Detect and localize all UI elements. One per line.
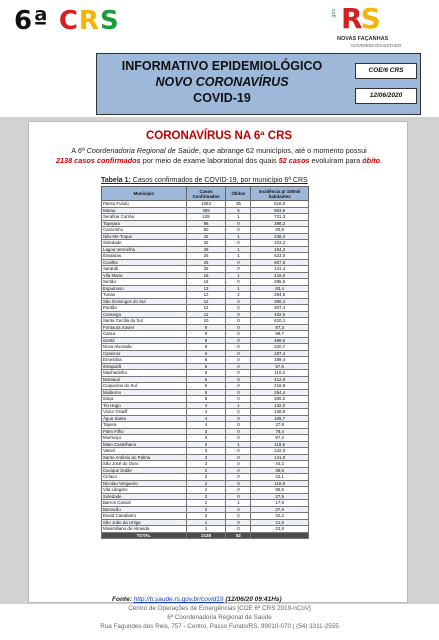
cell-municipio: Nova Alvorada xyxy=(102,344,187,351)
cell-incidencia: 295,5 xyxy=(251,279,309,286)
cell-obitos: 0 xyxy=(226,389,251,396)
cell-incidencia: 518,0 xyxy=(251,201,309,208)
cell-obitos: 0 xyxy=(226,227,251,234)
cell-municipio: Maximiliano de Almeida xyxy=(102,526,187,533)
source-label: Fonte: xyxy=(112,596,134,603)
cell-incidencia: 189,4 xyxy=(251,357,309,364)
cell-obitos: 0 xyxy=(226,526,251,533)
footer-line3: Rua Fagundes dos Reis, 757 - Centro, Passo Fundo/RS, 99010-070 | (54) 3311-2555 xyxy=(100,623,339,630)
cell-municipio: Cacique Doble xyxy=(102,467,187,474)
cell-incidencia: 44,3 xyxy=(251,461,309,468)
cell-municipio: Carazinho xyxy=(102,227,187,234)
content-area xyxy=(0,117,439,604)
total-cell-casos: 2138 xyxy=(186,532,226,539)
cell-obitos: 1 xyxy=(226,246,251,253)
table-caption-label: Tabela 1: xyxy=(101,177,131,184)
cell-casos: 2 xyxy=(186,506,226,513)
cell-incidencia: 398,2 xyxy=(251,220,309,227)
cell-municipio: São Domingos do Sul xyxy=(102,298,187,305)
cell-obitos: 0 xyxy=(226,305,251,312)
cell-obitos: 0 xyxy=(226,331,251,338)
cell-municipio: Tapera xyxy=(102,422,187,429)
cell-obitos: 0 xyxy=(226,311,251,318)
intro-cases-label: casos confirmados xyxy=(72,156,141,165)
cell-obitos: 1 xyxy=(226,500,251,507)
col-header-casos: Casos Confirmados xyxy=(186,187,226,201)
cell-incidencia: 78,4 xyxy=(251,428,309,435)
rs-logo-mark xyxy=(341,4,379,34)
col-header-municipio: Município xyxy=(102,187,187,201)
cell-incidencia: 306,2 xyxy=(251,396,309,403)
cell-obitos: 0 xyxy=(226,513,251,520)
cell-municipio: Vila Maria xyxy=(102,272,187,279)
cell-casos: 4 xyxy=(186,402,226,409)
cell-incidencia: 118,9 xyxy=(251,480,309,487)
cell-municipio: Casca xyxy=(102,331,187,338)
cell-obitos: 0 xyxy=(226,409,251,416)
cell-incidencia: 138,8 xyxy=(251,409,309,416)
cell-incidencia: 264,4 xyxy=(251,389,309,396)
cell-municipio: Victor Graeff xyxy=(102,409,187,416)
cell-casos: 12 xyxy=(186,292,226,299)
banner-title-line1: INFORMATIVO EPIDEMIOLÓGICO xyxy=(121,59,323,73)
cell-incidencia: 104,3 xyxy=(251,246,309,253)
cell-municipio: Água Santa xyxy=(102,415,187,422)
section-title: CORONAVÍRUS NA 6ª CRS xyxy=(145,130,293,142)
cell-casos: 3 xyxy=(186,448,226,455)
rs-logo-gov-text: gov xyxy=(331,8,337,18)
rs-logo-subtitle: GOVERNO DO ESTADO xyxy=(351,43,402,48)
cell-obitos: 0 xyxy=(226,519,251,526)
intro-part-a: A xyxy=(71,146,78,155)
cell-incidencia: 187,4 xyxy=(251,350,309,357)
banner-coe-label: COE/6 CRS xyxy=(355,63,417,79)
cell-incidencia: 141,0 xyxy=(251,454,309,461)
cell-casos: 18 xyxy=(186,272,226,279)
table-row xyxy=(102,519,309,526)
cell-incidencia: 284,5 xyxy=(251,292,309,299)
table-total-row xyxy=(102,532,309,539)
cell-casos: 32 xyxy=(186,240,226,247)
cell-casos: 6 xyxy=(186,350,226,357)
cell-incidencia: 103,2 xyxy=(251,240,309,247)
cell-casos: 8 xyxy=(186,337,226,344)
cell-incidencia: 307,4 xyxy=(251,305,309,312)
table-row xyxy=(102,318,309,325)
cell-municipio: Coxilha xyxy=(102,259,187,266)
cell-municipio: Soledade xyxy=(102,240,187,247)
cell-casos: 1 xyxy=(186,519,226,526)
cell-casos: 3 xyxy=(186,454,226,461)
page-header xyxy=(0,0,439,52)
intro-part-g: evoluíram para xyxy=(309,156,363,165)
banner-title-line2: NOVO CORONAVÍRUS xyxy=(155,75,289,89)
cell-incidencia: 402,5 xyxy=(251,311,309,318)
cell-obitos: 1 xyxy=(226,285,251,292)
cell-municipio: Santo Antônio do Palma xyxy=(102,454,187,461)
cell-incidencia: 489,6 xyxy=(251,337,309,344)
cell-obitos: 5 xyxy=(226,207,251,214)
cell-obitos: 0 xyxy=(226,337,251,344)
cell-obitos: 0 xyxy=(226,435,251,442)
cell-municipio: Pontão xyxy=(102,305,187,312)
cell-obitos: 35 xyxy=(226,201,251,208)
cell-obitos: 0 xyxy=(226,259,251,266)
cell-incidencia: 83,4 xyxy=(251,285,309,292)
cell-obitos: 0 xyxy=(226,370,251,377)
table-row xyxy=(102,298,309,305)
cell-casos: 2 xyxy=(186,513,226,520)
cell-casos: 1053 xyxy=(186,201,226,208)
cell-municipio: Lagoa Vermelha xyxy=(102,246,187,253)
total-cell-municipio: TOTAL xyxy=(102,532,187,539)
cell-casos: 28 xyxy=(186,246,226,253)
cell-municipio: Sarandi xyxy=(102,266,187,273)
cell-municipio: Itaiça xyxy=(102,396,187,403)
table-row xyxy=(102,383,309,390)
cell-incidencia: 97,2 xyxy=(251,435,309,442)
cell-casos: 6 xyxy=(186,370,226,377)
cell-obitos: 1 xyxy=(226,402,251,409)
cell-incidencia: 416,0 xyxy=(251,272,309,279)
table-row xyxy=(102,324,309,331)
cell-casos: 12 xyxy=(186,305,226,312)
cell-obitos: 0 xyxy=(226,480,251,487)
cell-municipio: Palm Filho xyxy=(102,428,187,435)
cell-municipio: Machadinho xyxy=(102,370,187,377)
cell-incidencia: 17,9 xyxy=(251,500,309,507)
cell-municipio: Passo Fundo xyxy=(102,201,187,208)
cell-municipio: Ciríaco xyxy=(102,474,187,481)
cell-casos: 42 xyxy=(186,233,226,240)
cell-incidencia: 42,2 xyxy=(251,513,309,520)
cell-obitos: 0 xyxy=(226,363,251,370)
cell-obitos: 0 xyxy=(226,298,251,305)
cell-casos: 96 xyxy=(186,220,226,227)
footer-line1: Centro de Operações de Emergências [COE 6ª CRS 2019-nCoV] xyxy=(128,605,311,612)
cell-municipio: Santa Cecília do Sul xyxy=(102,318,187,325)
cell-obitos: 0 xyxy=(226,487,251,494)
cell-incidencia: 37,8 xyxy=(251,422,309,429)
cell-casos: 9 xyxy=(186,331,226,338)
cell-obitos: 0 xyxy=(226,448,251,455)
col-header-obitos: Óbitos xyxy=(226,187,251,201)
banner-title-group xyxy=(97,54,347,114)
banner-date: 12/06/2020 xyxy=(355,88,417,104)
source-timestamp: (12/06/20 09:41Hs) xyxy=(223,596,282,603)
banner-title-line3: COVID-19 xyxy=(193,91,251,105)
intro-cases-count: 2138 xyxy=(55,156,73,165)
cell-casos: 4 xyxy=(186,422,226,429)
intro-deaths-label: casos xyxy=(286,156,310,165)
cell-municipio: Serafina Corrêa xyxy=(102,214,187,221)
cell-municipio: Ibirapuitã xyxy=(102,363,187,370)
cell-municipio: Coqueiros do Sul xyxy=(102,383,187,390)
cell-municipio: Espumoso xyxy=(102,285,187,292)
cell-obitos: 1 xyxy=(226,233,251,240)
cell-casos: 6 xyxy=(186,363,226,370)
cell-casos: 50 xyxy=(186,227,226,234)
cell-casos: 5 xyxy=(186,383,226,390)
crs-logo-letter-r: R xyxy=(78,6,100,36)
cell-incidencia: 106,7 xyxy=(251,415,309,422)
cell-obitos: 1 xyxy=(226,272,251,279)
cell-obitos: 1 xyxy=(226,253,251,260)
cell-incidencia: 80,5 xyxy=(251,227,309,234)
cell-obitos: 0 xyxy=(226,350,251,357)
cell-incidencia: 220,7 xyxy=(251,344,309,351)
cell-casos: 3 xyxy=(186,461,226,468)
page-footer xyxy=(0,604,439,631)
cell-municipio: Vila Lângaro xyxy=(102,487,187,494)
cell-obitos: 0 xyxy=(226,415,251,422)
cell-obitos: 0 xyxy=(226,428,251,435)
cell-municipio: Sertão xyxy=(102,279,187,286)
cell-obitos: 0 xyxy=(226,279,251,286)
intro-death-word: óbito xyxy=(362,156,381,165)
cell-municipio: Montauri xyxy=(102,376,187,383)
cell-incidencia: 37,9 xyxy=(251,506,309,513)
cell-casos: 4 xyxy=(186,409,226,416)
cell-obitos: 0 xyxy=(226,383,251,390)
cell-municipio: Caseiros xyxy=(102,350,187,357)
cell-incidencia: 903,5 xyxy=(251,207,309,214)
cell-municipio: David Canabarro xyxy=(102,513,187,520)
cell-casos: 4 xyxy=(186,415,226,422)
table-row xyxy=(102,454,309,461)
cell-obitos: 0 xyxy=(226,474,251,481)
cell-casos: 399 xyxy=(186,207,226,214)
table-row xyxy=(102,526,309,533)
cell-casos: 25 xyxy=(186,266,226,273)
cell-municipio: Vanini xyxy=(102,448,187,455)
cell-municipio: Camargo xyxy=(102,311,187,318)
title-banner xyxy=(96,53,421,115)
cell-incidencia: 610,1 xyxy=(251,318,309,325)
cell-casos: 25 xyxy=(186,253,226,260)
cell-casos: 2 xyxy=(186,500,226,507)
total-cell-incidencia xyxy=(251,532,309,539)
intro-part-e: por meio de exame laboratorial dos quais xyxy=(140,156,279,165)
cell-casos: 1 xyxy=(186,526,226,533)
cell-casos: 2 xyxy=(186,487,226,494)
cell-incidencia: 42,1 xyxy=(251,474,309,481)
cell-casos: 5 xyxy=(186,396,226,403)
cell-incidencia: 21,5 xyxy=(251,519,309,526)
cell-casos: 16 xyxy=(186,279,226,286)
table-row xyxy=(102,246,309,253)
cell-casos: 2 xyxy=(186,493,226,500)
cell-municipio: Nicolau Vergueiro xyxy=(102,480,187,487)
cell-incidencia: 99,7 xyxy=(251,331,309,338)
cell-incidencia: 141,4 xyxy=(251,266,309,273)
cell-incidencia: 57,6 xyxy=(251,363,309,370)
cell-obitos: 0 xyxy=(226,422,251,429)
cell-incidencia: 907,5 xyxy=(251,259,309,266)
cell-casos: 2 xyxy=(186,480,226,487)
intro-paragraph xyxy=(33,146,405,166)
crs-logo xyxy=(14,6,120,36)
footer-line2: 6ª Coordenadoria Regional de Saúde xyxy=(167,614,272,621)
cell-obitos: 0 xyxy=(226,454,251,461)
cell-casos: 13 xyxy=(186,285,226,292)
cell-incidencia: 39,5 xyxy=(251,467,309,474)
report-card xyxy=(28,121,408,603)
cell-obitos: 0 xyxy=(226,318,251,325)
cell-obitos: 1 xyxy=(226,214,251,221)
cell-municipio: Tunas xyxy=(102,292,187,299)
table-caption xyxy=(101,177,308,184)
cell-casos: 25 xyxy=(186,259,226,266)
cell-incidencia: 412,9 xyxy=(251,376,309,383)
rs-logo-s: S xyxy=(360,2,379,35)
cell-municipio: Marau xyxy=(102,207,187,214)
intro-part-c: , que abrange 62 municípios, até o momento possui xyxy=(198,146,367,155)
crs-logo-letter-c: C xyxy=(58,6,79,36)
table-caption-text: Casos confirmados de COVID-19, por município 6ª CRS xyxy=(130,177,308,184)
cell-casos: 3 xyxy=(186,435,226,442)
table-row xyxy=(102,480,309,487)
cell-incidencia: 216,8 xyxy=(251,383,309,390)
total-cell-obitos: 52 xyxy=(226,532,251,539)
cell-casos: 8 xyxy=(186,344,226,351)
cell-obitos: 1 xyxy=(226,441,251,448)
rs-logo-r: R xyxy=(341,2,361,35)
cell-municipio: Soledade xyxy=(102,493,187,500)
table-row xyxy=(102,461,309,468)
source-link[interactable]: http://ti.saude.rs.gov.br/covid19 xyxy=(133,596,224,603)
table-body xyxy=(102,201,309,539)
cell-casos: 2 xyxy=(186,467,226,474)
rs-government-logo xyxy=(331,4,423,50)
cell-obitos: 0 xyxy=(226,324,251,331)
cell-municipio: Não-Me-Toque xyxy=(102,233,187,240)
cell-casos: 5 xyxy=(186,389,226,396)
cell-obitos: 0 xyxy=(226,461,251,468)
cell-incidencia: 22,8 xyxy=(251,526,309,533)
cell-municipio: Barros Cassal xyxy=(102,500,187,507)
cell-incidencia: 87,3 xyxy=(251,324,309,331)
cell-obitos: 0 xyxy=(226,376,251,383)
cell-casos: 11 xyxy=(186,311,226,318)
table-row xyxy=(102,214,309,221)
cell-obitos: 0 xyxy=(226,467,251,474)
cases-table xyxy=(101,186,309,539)
cell-municipio: Ibiraiaras xyxy=(102,253,187,260)
cell-municipio: Tapejara xyxy=(102,220,187,227)
cell-obitos: 0 xyxy=(226,493,251,500)
cell-casos: 2 xyxy=(186,474,226,481)
cell-casos: 12 xyxy=(186,298,226,305)
cell-incidencia: 95,6 xyxy=(251,487,309,494)
intro-period: . xyxy=(380,156,383,165)
cell-casos: 128 xyxy=(186,214,226,221)
cell-casos: 9 xyxy=(186,324,226,331)
table-row xyxy=(102,513,309,520)
cell-municipio: Fontoura Xavier xyxy=(102,324,187,331)
cell-casos: 6 xyxy=(186,376,226,383)
cell-obitos: 0 xyxy=(226,357,251,364)
cell-incidencia: 238,3 xyxy=(251,233,309,240)
cell-incidencia: 731,3 xyxy=(251,214,309,221)
cell-municipio: Tio Hugo xyxy=(102,402,187,409)
cell-municipio: Mato Castelhano xyxy=(102,441,187,448)
table-row xyxy=(102,441,309,448)
cell-casos: 10 xyxy=(186,318,226,325)
cell-obitos: 0 xyxy=(226,396,251,403)
cell-municipio: Barracão xyxy=(102,506,187,513)
cell-obitos: 2 xyxy=(226,292,251,299)
cell-obitos: 0 xyxy=(226,266,251,273)
cell-casos: 6 xyxy=(186,357,226,364)
intro-region-name: 6ª Coordenadoria Regional de Saúde xyxy=(77,146,199,155)
cell-municipio: Gentil xyxy=(102,337,187,344)
cell-casos: 3 xyxy=(186,428,226,435)
cell-incidencia: 142,0 xyxy=(251,448,309,455)
source-note xyxy=(112,596,282,603)
cell-obitos: 0 xyxy=(226,220,251,227)
cell-casos: 3 xyxy=(186,441,226,448)
cell-incidencia: 390,4 xyxy=(251,298,309,305)
cell-municipio: São João da Urtiga xyxy=(102,519,187,526)
cell-incidencia: 623,0 xyxy=(251,253,309,260)
table-header-row xyxy=(102,187,309,201)
cell-municipio: Muliterno xyxy=(102,389,187,396)
cell-obitos: 0 xyxy=(226,344,251,351)
crs-logo-letter-s: S xyxy=(99,6,120,36)
cell-municipio: Mormaço xyxy=(102,435,187,442)
cell-incidencia: 27,5 xyxy=(251,493,309,500)
rs-logo-slogan: NOVAS FAÇANHAS xyxy=(337,36,389,42)
cell-obitos: 0 xyxy=(226,506,251,513)
cell-municipio: São José do Ouro xyxy=(102,461,187,468)
intro-deaths-count: 52 xyxy=(278,156,287,165)
cell-obitos: 0 xyxy=(226,240,251,247)
crs-logo-number: 6ª xyxy=(14,6,49,36)
col-header-incidencia: Incidência p/ 100mil habitantes xyxy=(251,187,309,201)
cell-municipio: Ernestina xyxy=(102,357,187,364)
cell-incidencia: 110,2 xyxy=(251,370,309,377)
cell-incidencia: 118,5 xyxy=(251,441,309,448)
cell-incidencia: 132,0 xyxy=(251,402,309,409)
